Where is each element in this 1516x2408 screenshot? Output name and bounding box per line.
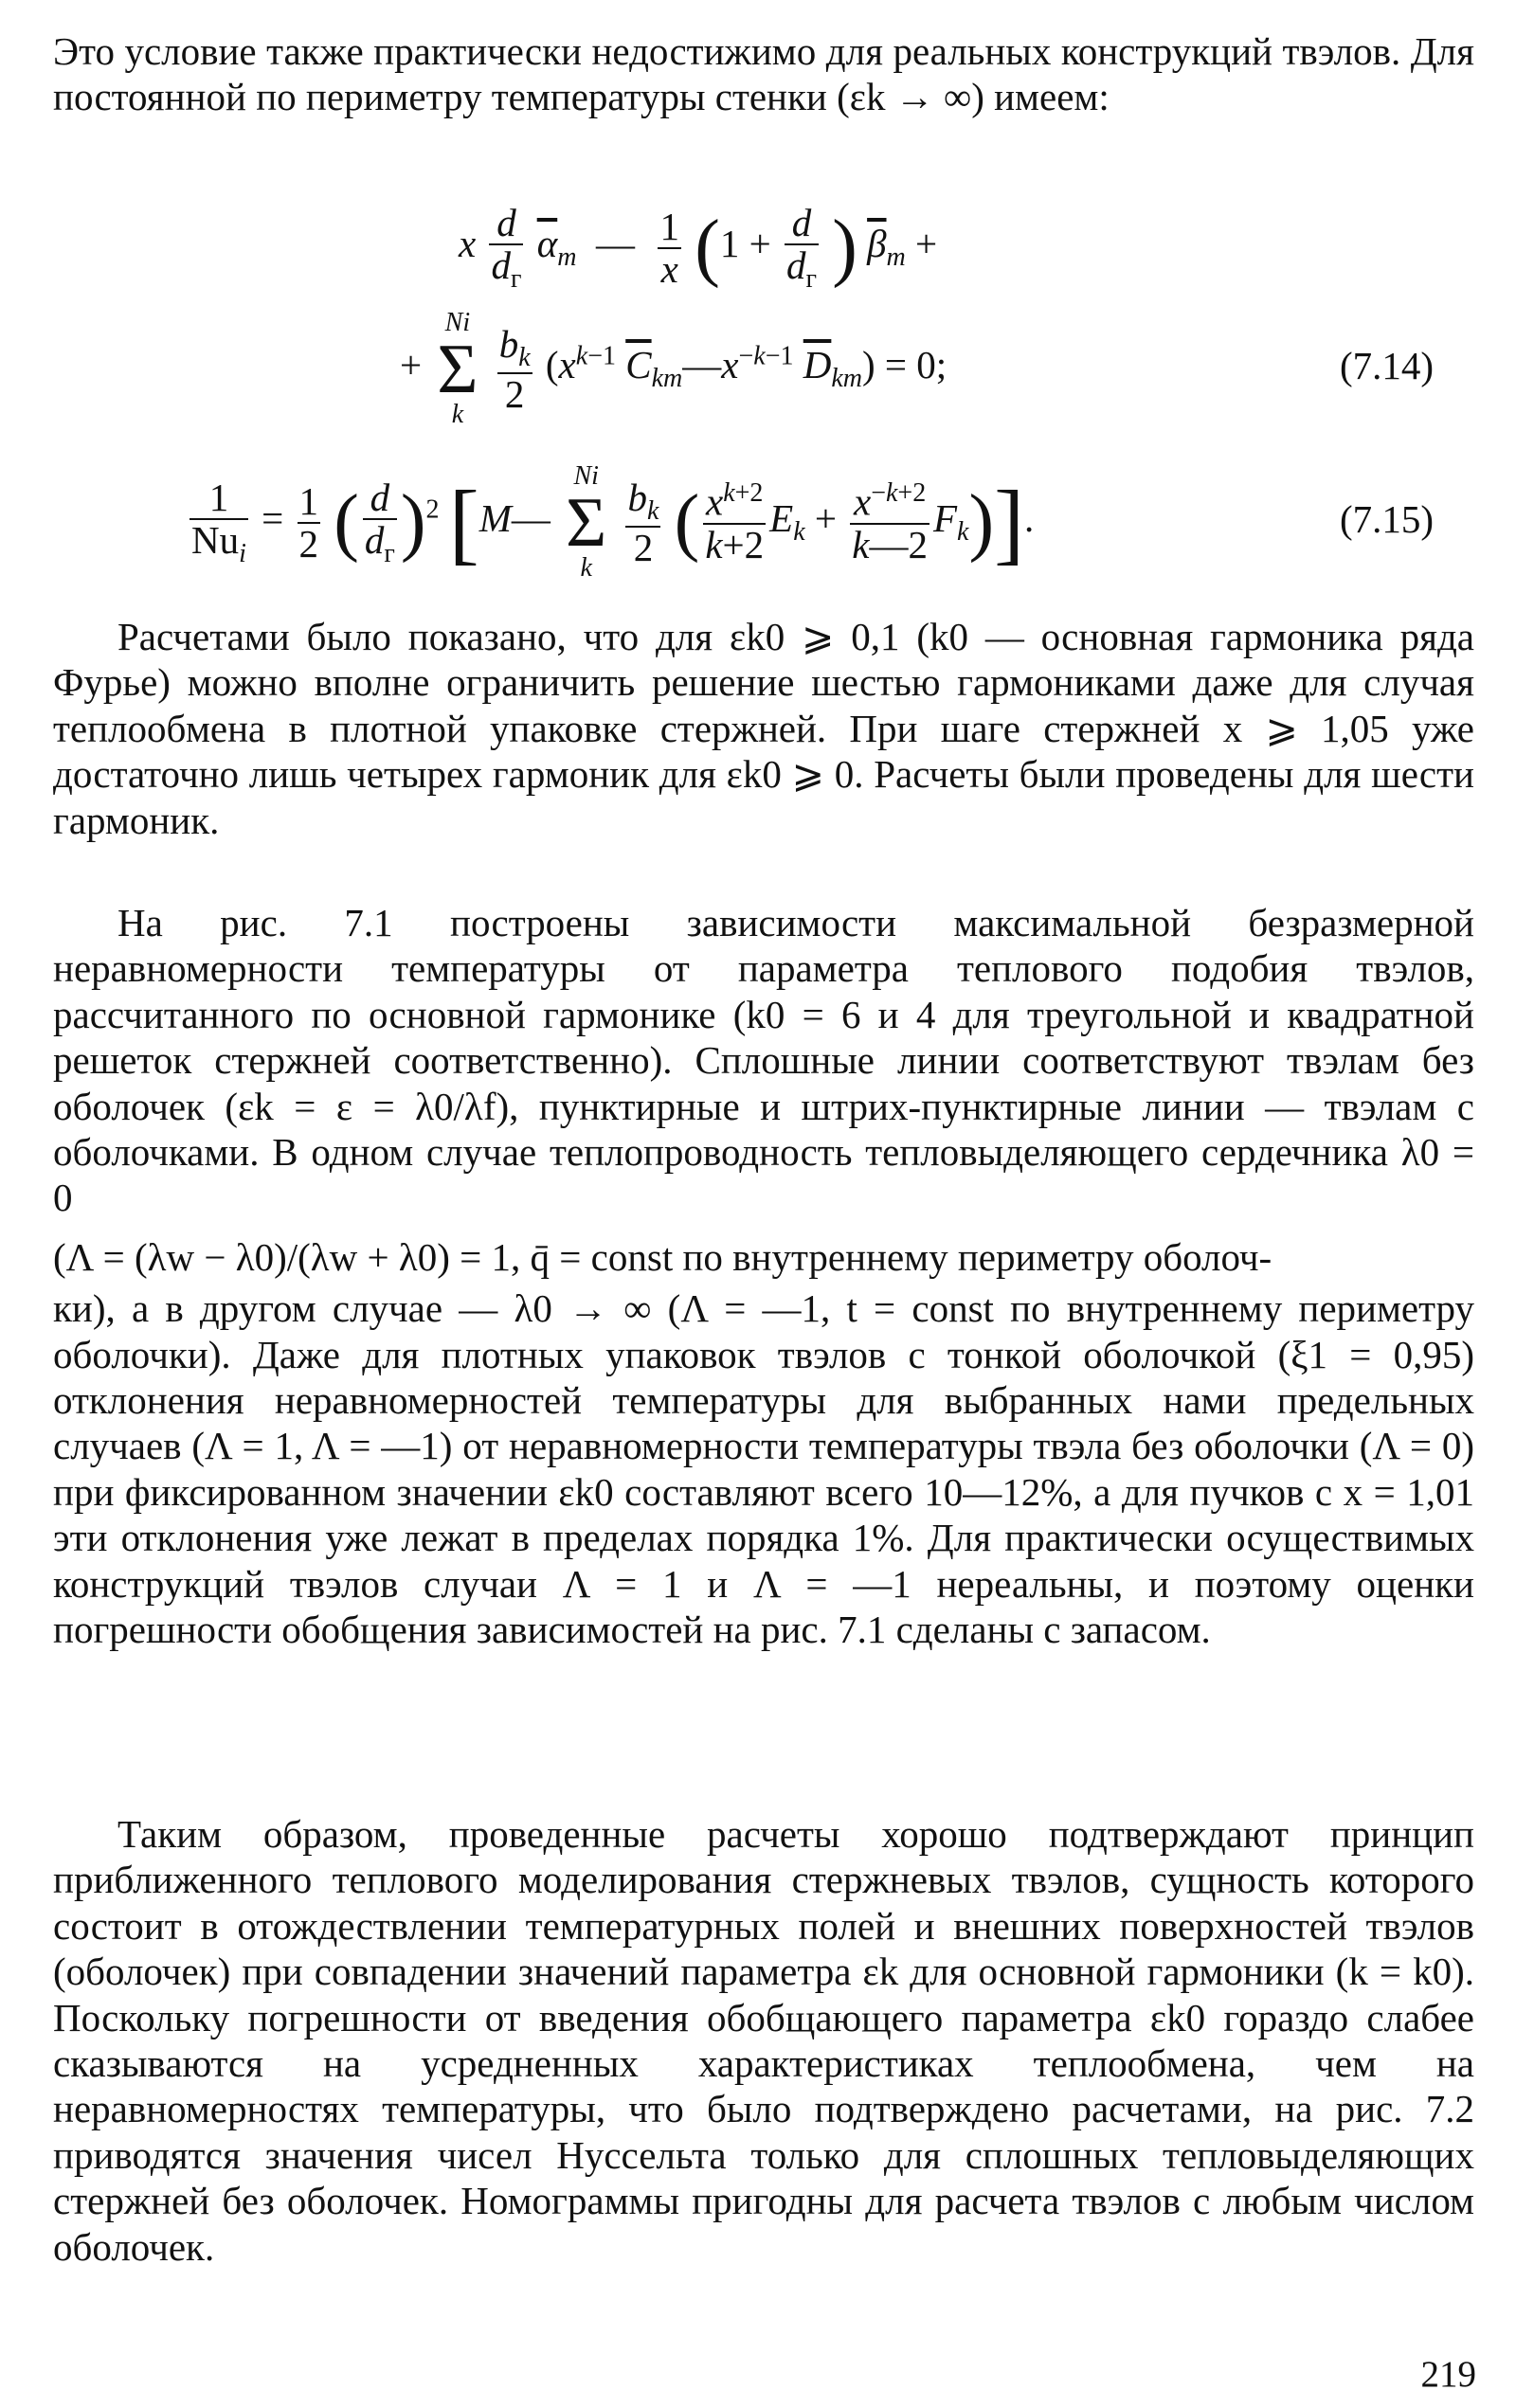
paragraph-2-part-2: ки), а в другом случае — λ0 → ∞ (Λ = —1, t = const по внутреннему периметру оболочки). Даже для плотных упаковок твэлов с тонкой оболочкой (ξ1 = 0,95) отклонения неравномерностей температуры для выбранных нами предельных случаев (Λ = 1, Λ = —1) от неравномерности температуры твэла без оболочки (Λ = 0) при фиксированном значении εk0 составляют всего 10—12%, а для пучков с x = 1,01 эти отклонения уже лежат в пределах порядка 1%. Для практически осуществимых конструкций твэлов случаи Λ = 1 и Λ = —1 нереальны, и поэтому оценки погрешности обобщения зависимостей на рис. 7.1 сделаны с запасом. — [53, 1286, 1474, 1652]
paragraph-2-part-1: На рис. 7.1 построены зависимости максимальной безразмерной неравномерности температуры от параметра теплового подобия твэлов, рассчитанного по основной гармонике (k0 = 6 и 4 для треугольной и квадратной решеток стержней соответственно). Сплошные линии соответствуют твэлам без оболочек (εk = ε = λ0/λf), пунктирные и штрих-пунктирные линии — твэлам с оболочками. В одном случае теплопроводность тепловыделяющего сердечника λ0 = 0 — [53, 901, 1474, 1220]
equation-7-15-render: $\frac{1}{Nu_i}$ = $\frac{1}{2}$ ( $\frac{d}{d_г}$ )$^2$ [M— Ni Σ k $\frac{b_k}{2}$ ( $\frac{x^{k+2}}{k+2}$ $E_k$ + $\frac{x^{-k+2}}{k—2}$ $F_k$)]. — [191, 461, 1035, 583]
equation-7-14-line-1-render: x $\frac{d}{d_г}$ $\overline{\alpha}_m$ — $\frac{1}{x}$ (1 + $\frac{d}{d_г}$ ) $\overline{\beta}_m$ + — [459, 201, 938, 295]
equation-7-14-line-1 — [459, 203, 937, 294]
paragraph-3-text: Таким образом, проведенные расчеты хорошо подтверждают принцип приближенного теплового моделирования стержневых твэлов, сущность которого состоит в отождествлении температурных полей и внешних поверхностей твэлов (оболочек) при совпадении значений параметра εk для основной гармоники (k = k0). Поскольку погрешности от введения обобщающего параметра εk0 гораздо слабее сказываются на усредненных характеристиках теплообмена, чем на неравномерностях температуры, что было подтверждено расчетами, на рис. 7.2 приводятся значения чисел Нуссельта только для сплошных тепловыделяющих стержней без оболочек. Номограммы пригодны для расчета твэлов с любым числом оболочек. — [53, 1812, 1474, 2269]
paragraph-1-text: Расчетами было показано, что для εk0 ⩾ 0,1 (k0 — основная гармоника ряда Фурье) можно вполне ограничить решение шестью гармониками даже для случая теплообмена в плотной упаковке стержней. При шаге стержней x ⩾ 1,05 уже достаточно лишь четырех гармоник для εk0 ⩾ 0. Расчеты были проведены для шести гармоник. — [53, 615, 1474, 842]
equation-7-15 — [186, 461, 1035, 583]
paragraph-1 — [53, 614, 1474, 843]
equation-7-14-line-2 — [400, 308, 948, 429]
intro-paragraph — [53, 28, 1474, 120]
paragraph-2-inline-formula: (Λ = (λw − λ0)/(λw + λ0) = 1, q̄ = const по внутреннему периметру оболоч- — [53, 1234, 1272, 1279]
page-number: 219 — [1420, 2354, 1476, 2395]
intro-text: Это условие также практически недостижимо для реальных конструкций твэлов. Для постоянной по периметру температуры стенки (εk → ∞) имеем: — [53, 29, 1474, 119]
equation-7-14-number: (7.14) — [1340, 344, 1435, 387]
equation-7-14-line-2-render: + Ni Σ k $\frac{b_k}{2}$ ($x^{k-1}$ $\overline{C}_{km}—x^{-k-1}$ $\overline{D}_{km}) = 0$; — [400, 308, 948, 429]
equation-7-15-number: (7.15) — [1340, 497, 1435, 541]
paragraph-2 — [53, 900, 1474, 1653]
paragraph-3 — [53, 1811, 1474, 2270]
